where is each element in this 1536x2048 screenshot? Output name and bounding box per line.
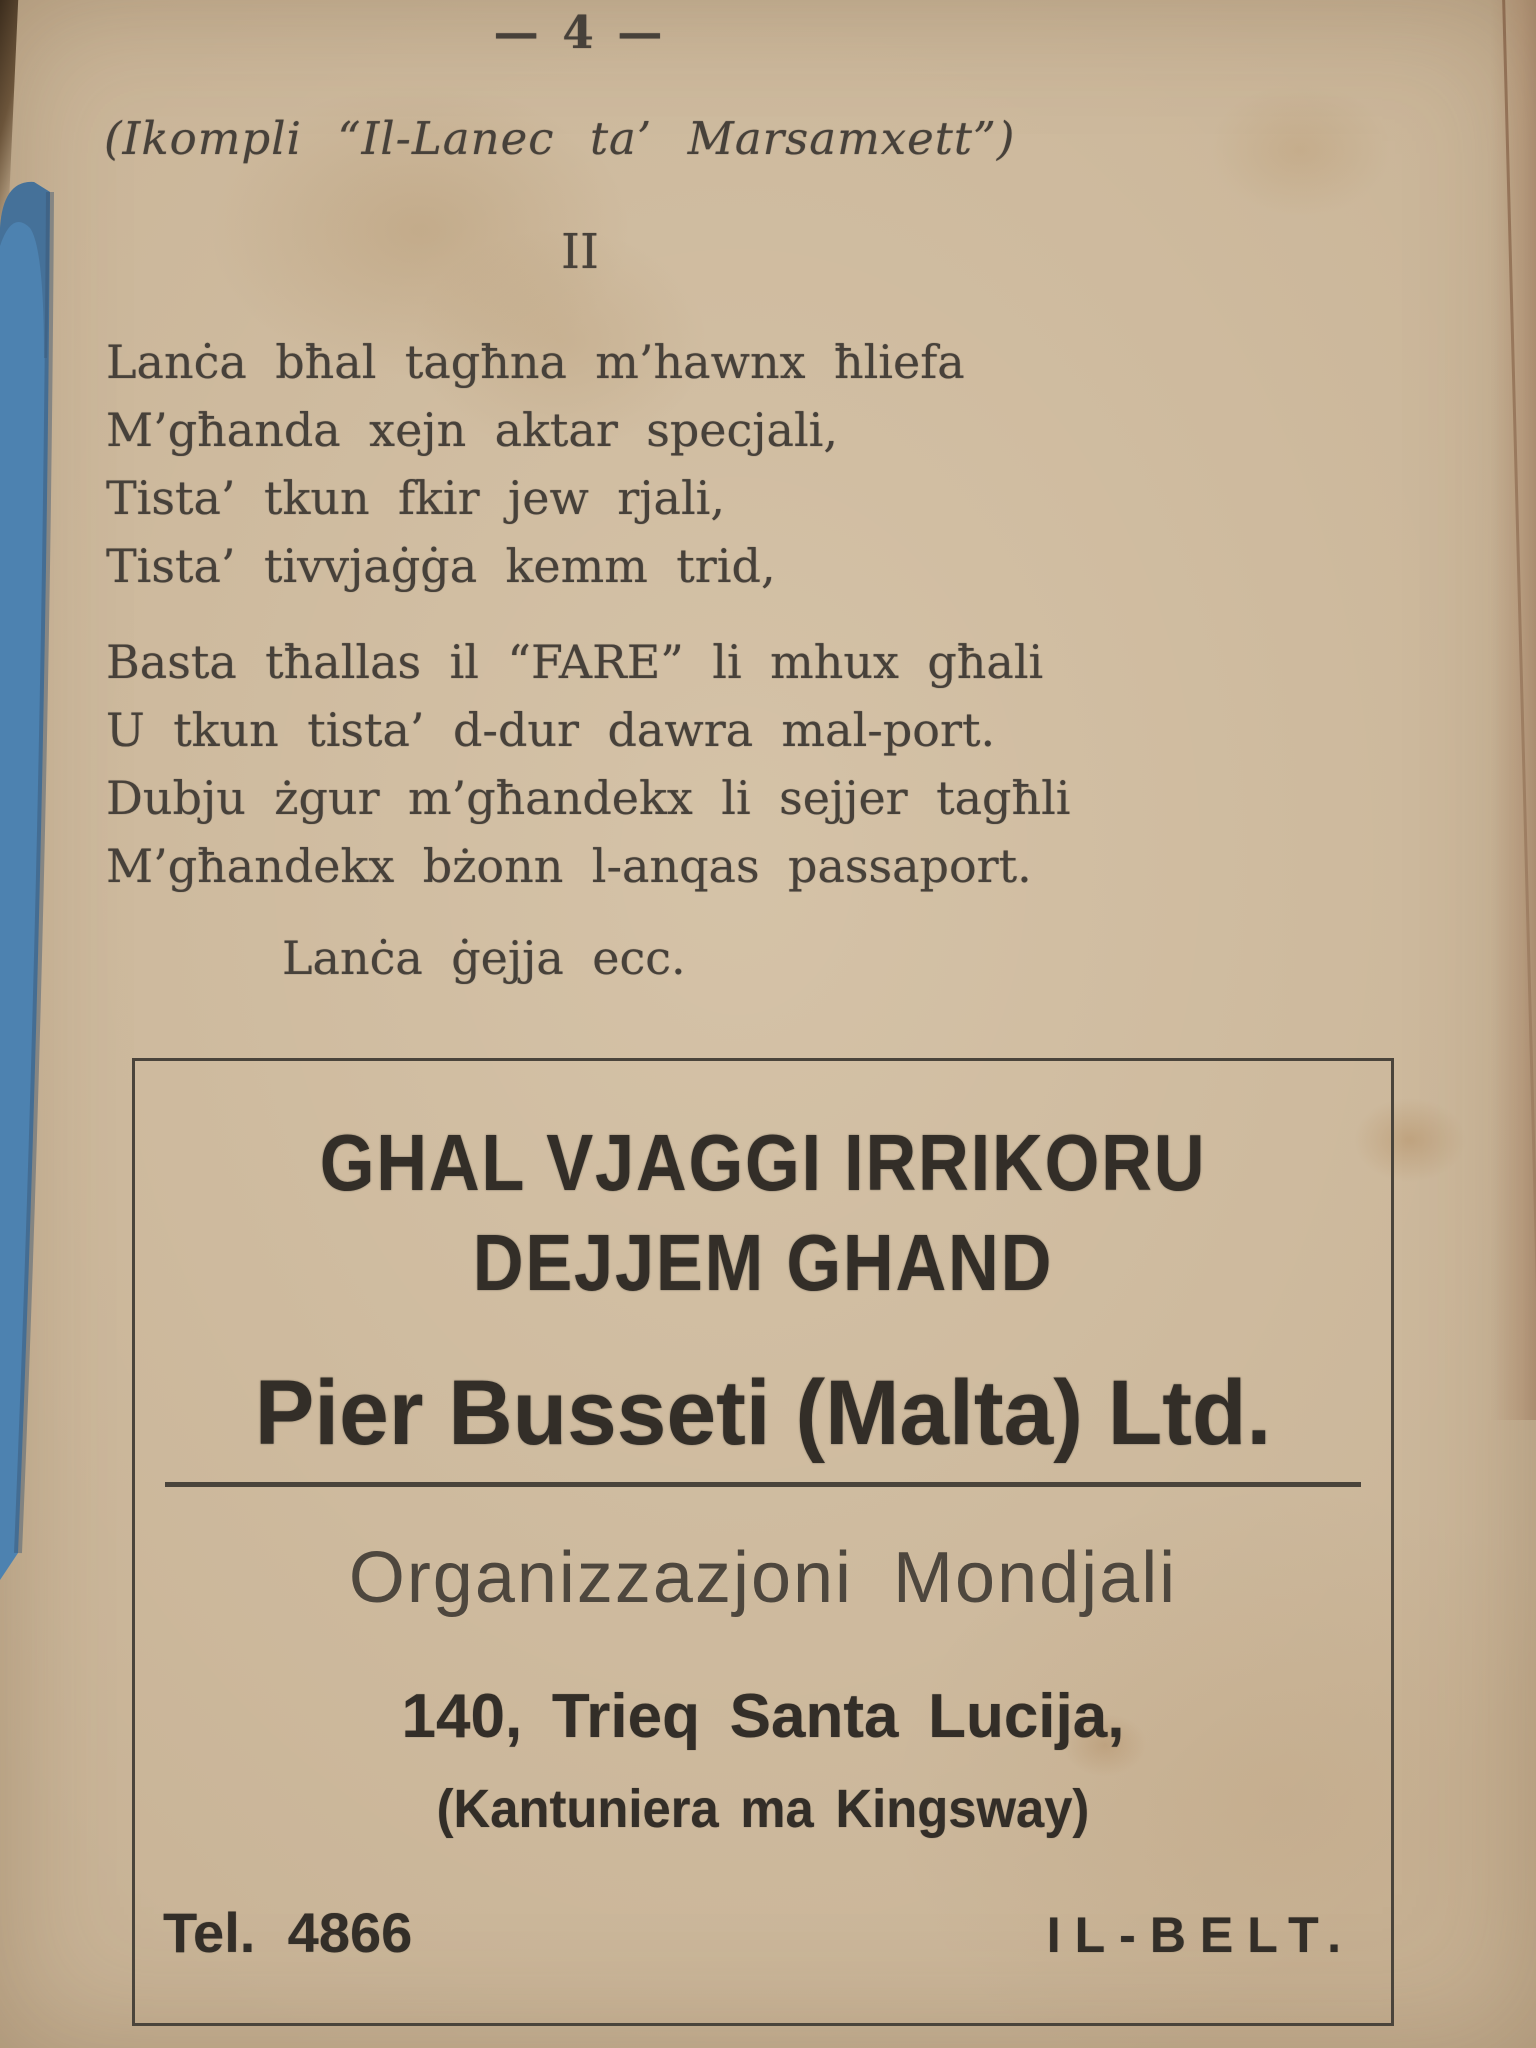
continuation-note: (Ikompli “Il-Lanec ta’ Marsamxett”) xyxy=(104,112,1016,165)
advertisement-box xyxy=(132,1058,1394,2026)
poem-line: M’għandekx bżonn l-anqas passaport. xyxy=(106,839,1032,893)
ad-headline-line-1: GHAL VJAGGI IRRIKORU xyxy=(319,1118,1207,1207)
poem-stanza-2 xyxy=(106,628,1071,900)
poem-line: Tista’ tivvjaġġa kemm trid, xyxy=(106,539,776,593)
poem-closing-line: Lanċa ġejja ecc. xyxy=(282,931,686,985)
section-heading: II xyxy=(561,224,599,280)
ad-bottom-row xyxy=(135,1900,1391,1965)
poem-line: Lanċa bħal tagħna m’hawnx ħliefa xyxy=(106,335,965,389)
ad-headline xyxy=(210,1113,1315,1313)
poem-line: Dubju żgur m’għandekx li sejjer tagħli xyxy=(106,771,1071,825)
poem-line: M’għanda xejn aktar specjali, xyxy=(106,403,839,457)
blue-book-edge xyxy=(0,158,70,1588)
ad-company-name: Pier Busseti (Malta) Ltd. xyxy=(254,1362,1272,1464)
ad-company-underline-rule xyxy=(165,1482,1361,1487)
page-corner-shadow xyxy=(0,0,26,240)
ad-address-note: (Kantuniera ma Kingsway) xyxy=(436,1779,1090,1839)
poem-line: Basta tħallas il “FARE” li mhux għali xyxy=(106,635,1044,689)
page-right-edge-shade xyxy=(1490,0,1536,1420)
ad-street-address: 140, Trieq Santa Lucija, xyxy=(401,1682,1125,1751)
page-number: — 4 — xyxy=(493,6,667,59)
poem-line: Tista’ tkun fkir jew rjali, xyxy=(106,471,726,525)
ad-telephone: Tel. 4866 xyxy=(163,1901,413,1964)
poem-stanza-1 xyxy=(106,328,965,600)
ad-locality: IL-BELT. xyxy=(1046,1907,1355,1963)
ad-organization-line: Organizzazjoni Mondjali xyxy=(348,1538,1178,1618)
ad-headline-line-2: DEJJEM GHAND xyxy=(472,1218,1054,1307)
poem-line: U tkun tista’ d-dur dawra mal-port. xyxy=(106,703,996,757)
